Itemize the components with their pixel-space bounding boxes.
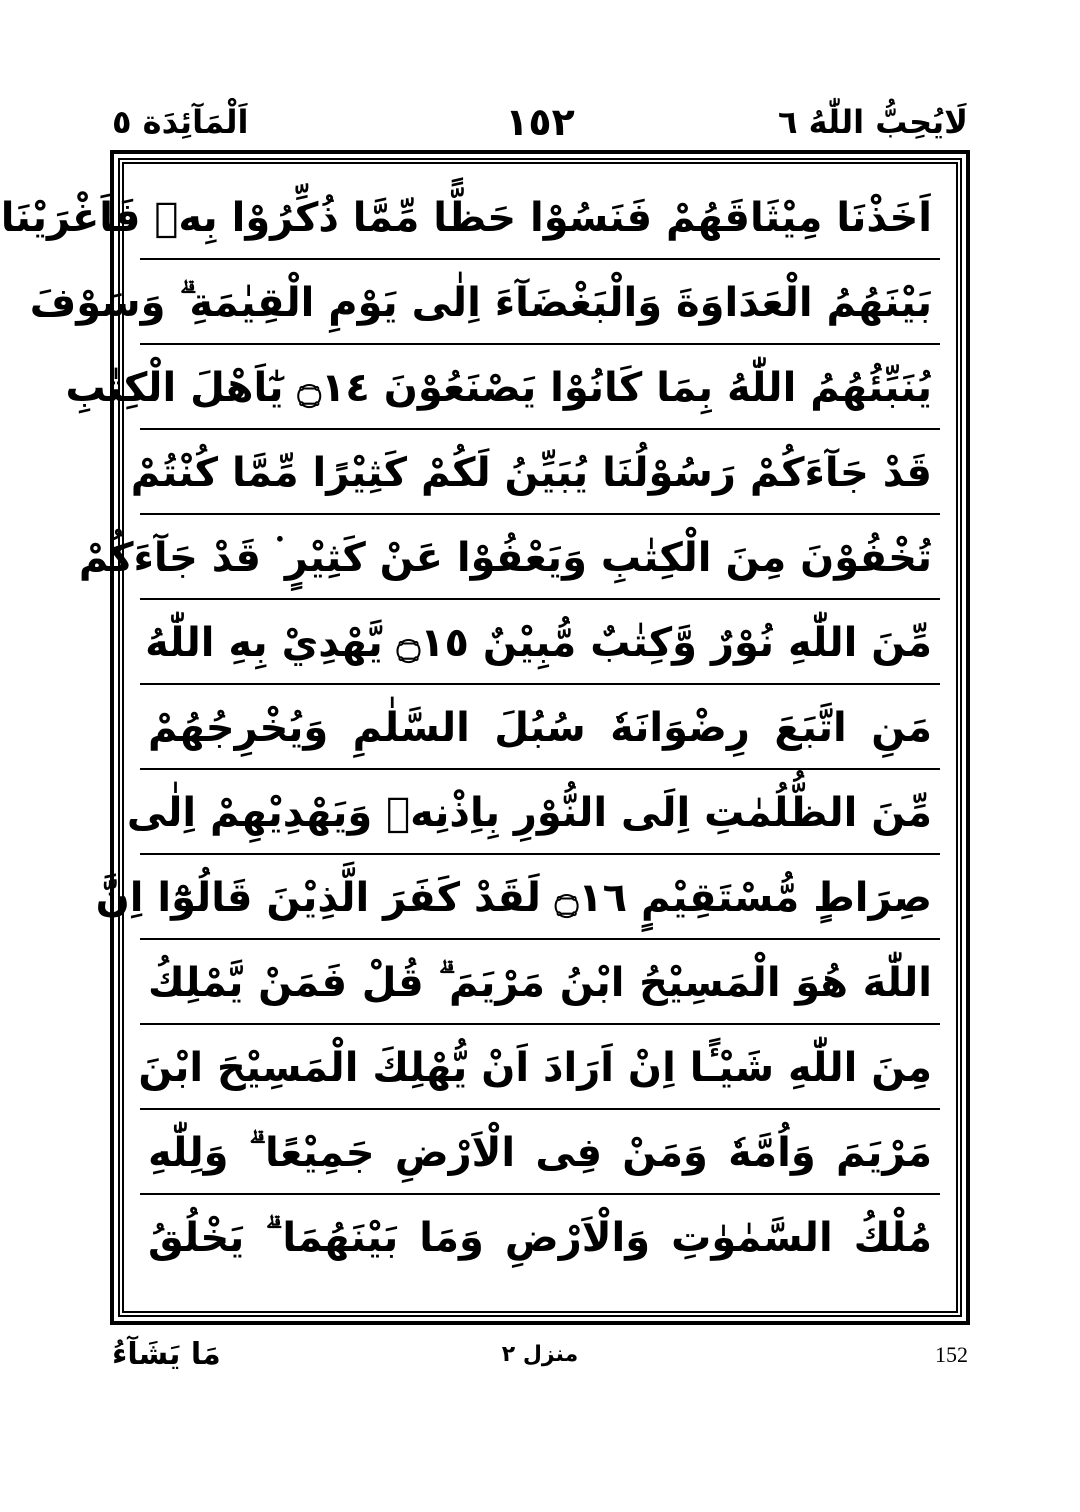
quran-text-area bbox=[0, 176, 940, 1299]
text-line-1: اَخَذْنَا مِيْثَاقَهُمْ فَنَسُوْا حَظًّا مِّمَّا ذُكِّرُوْا بِهٖ فَاَغْرَيْنَا bbox=[140, 176, 940, 260]
catchword: مَا يَشَآءُ bbox=[112, 1337, 221, 1372]
page-footer bbox=[112, 1335, 968, 1385]
page-number: 152 bbox=[935, 1342, 968, 1367]
page-header bbox=[112, 100, 968, 150]
text-line-7: مَنِ اتَّبَعَ رِضْوَانَهٗ سُبُلَ السَّلٰمِ وَيُخْرِجُهُمْ bbox=[140, 686, 940, 770]
text-line-9: صِرَاطٍ مُّسْتَقِيْمٍ ۝١٦ لَقَدْ كَفَرَ الَّذِيْنَ قَالُوْٓا اِنَّ bbox=[140, 856, 940, 940]
text-line-6: مِّنَ اللّٰهِ نُوْرٌ وَّكِتٰبٌ مُّبِيْنٌ ۝١٥ يَّهْدِيْ بِهِ اللّٰهُ bbox=[140, 601, 940, 685]
manzil-label: منزل ٢ bbox=[501, 1342, 579, 1367]
text-line-4: قَدْ جَآءَكُمْ رَسُوْلُنَا يُبَيِّنُ لَكُمْ كَثِيْرًا مِّمَّا كُنْتُمْ bbox=[140, 431, 940, 515]
text-line-11: مِنَ اللّٰهِ شَيْـًٔا اِنْ اَرَادَ اَنْ يُّهْلِكَ الْمَسِيْحَ ابْنَ bbox=[140, 1026, 940, 1110]
juz-name: لَايُحِبُّ اللّٰهُ ٦ bbox=[777, 103, 968, 141]
text-line-3: يُنَبِّئُهُمُ اللّٰهُ بِمَا كَانُوْا يَصْنَعُوْنَ ۝١٤ يٰٓاَهْلَ الْكِتٰبِ bbox=[140, 346, 940, 430]
text-line-13: مُلْكُ السَّمٰوٰتِ وَالْاَرْضِ وَمَا بَيْنَهُمَا ۗ يَخْلُقُ bbox=[148, 1215, 932, 1261]
text-line-12: مَرْيَمَ وَاُمَّهٗ وَمَنْ فِى الْاَرْضِ جَمِيْعًا ۗ وَلِلّٰهِ bbox=[140, 1111, 940, 1195]
text-line-5: تُخْفُوْنَ مِنَ الْكِتٰبِ وَيَعْفُوْا عَنْ كَثِيْرٍ ۬ قَدْ جَآءَكُمْ bbox=[140, 516, 940, 600]
text-line-2: بَيْنَهُمُ الْعَدَاوَةَ وَالْبَغْضَآءَ اِلٰى يَوْمِ الْقِيٰمَةِ ۗ وَسَوْفَ bbox=[140, 261, 940, 345]
surah-name: اَلْمَآئِدَة ٥ bbox=[112, 103, 249, 141]
text-line-8: مِّنَ الظُّلُمٰتِ اِلَى النُّوْرِ بِاِذْنِهٖ وَيَهْدِيْهِمْ اِلٰى bbox=[140, 771, 940, 855]
page-number-arabic: ١٥٢ bbox=[505, 100, 575, 144]
ornamental-frame bbox=[0, 150, 970, 1325]
text-line-10: اللّٰهَ هُوَ الْمَسِيْحُ ابْنُ مَرْيَمَ ۗ قُلْ فَمَنْ يَّمْلِكُ bbox=[140, 941, 940, 1025]
